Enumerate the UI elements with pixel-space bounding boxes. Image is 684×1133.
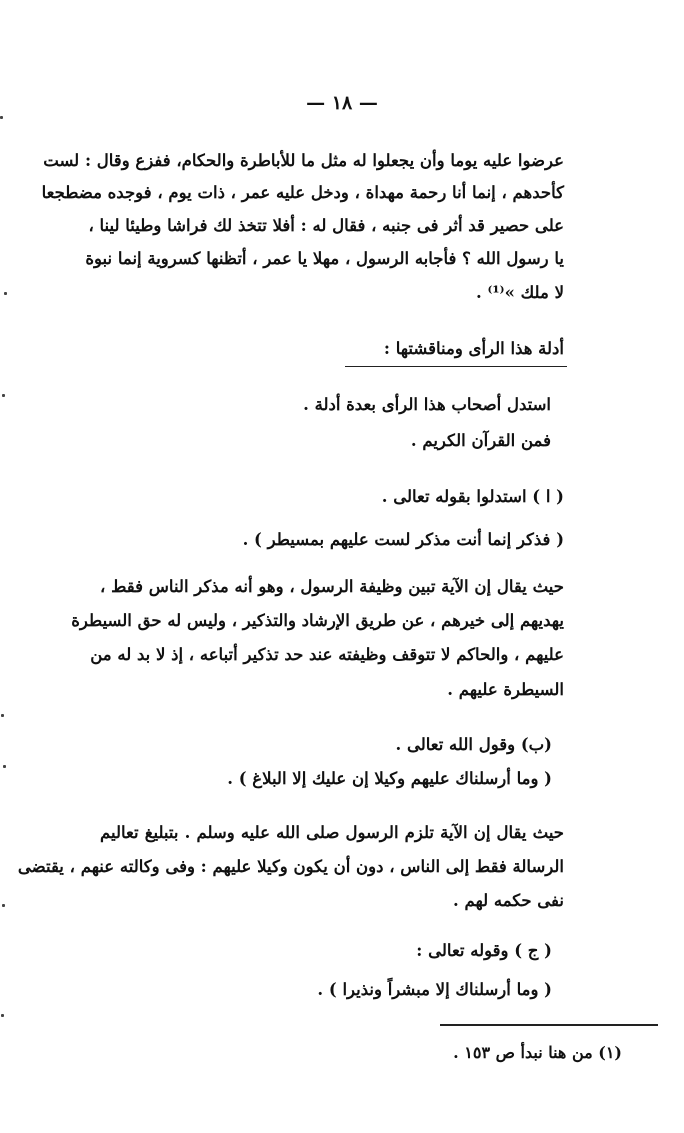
text-line: عرضوا عليه يوما وأن يجعلوا له مثل ما للأباطرة والحكام، ففزع وقال : لست — [43, 151, 564, 170]
scan-edge-mark — [2, 394, 5, 397]
footnote-separator — [440, 1024, 658, 1026]
text-line: ( ا ) استدلوا بقوله تعالى . — [381, 487, 564, 506]
text-line: حيث يقال إن الآية تلزم الرسول صلى الله عليه وسلم . بتبليغ تعاليم — [100, 823, 564, 842]
text-line: ( فذكر إنما أنت مذكر لست عليهم بمسيطر ) . — [242, 530, 564, 549]
text-line: ( وما أرسلناك إلا مبشراً ونذيرا ) . — [317, 980, 552, 999]
text-line: على حصير قد أثر فى جنبه ، فقال له : أفلا تتخذ لك فراشا وطيئا لينا ، — [88, 216, 564, 235]
text-line: السيطرة عليهم . — [447, 680, 564, 699]
scan-edge-mark — [1, 1014, 4, 1017]
text-line: يا رسول الله ؟ فأجابه الرسول ، مهلا يا عمر ، أتظنها كسروية إنما نبوة — [85, 249, 564, 268]
footnote: (١) من هنا نبدأ ص ١٥٣ . — [453, 1043, 622, 1062]
text-line: لا ملك »⁽¹⁾ . — [476, 283, 564, 302]
scan-edge-mark — [2, 904, 5, 907]
scan-edge-mark — [3, 765, 6, 768]
text-line: نفى حكمه لهم . — [453, 891, 564, 910]
page-number: — ١٨ — — [306, 92, 378, 114]
text-line: ( وما أرسلناك عليهم وكيلا إن عليك إلا البلاغ ) . — [227, 769, 552, 788]
text-line: استدل أصحاب هذا الرأى بعدة أدلة . — [303, 395, 551, 414]
scan-edge-mark — [4, 292, 7, 295]
text-line: ( ج ) وقوله تعالى : — [416, 941, 552, 960]
text-line: الرسالة فقط إلى الناس ، دون أن يكون وكيلا عليهم : وفى وكالته عنهم ، يقتضى — [17, 857, 564, 876]
section-heading: أدلة هذا الرأى ومناقشتها : — [383, 339, 564, 358]
scan-edge-mark — [1, 714, 4, 717]
text-line: يهديهم إلى خيرهم ، عن طريق الإرشاد والتذكير ، وليس له حق السيطرة — [71, 611, 564, 630]
text-line: فمن القرآن الكريم . — [410, 431, 551, 450]
text-line: كأحدهم ، إنما أنا رحمة مهداة ، ودخل عليه عمر ، ذات يوم ، فوجده مضطجعا — [41, 183, 564, 202]
text-line: حيث يقال إن الآية تبين وظيفة الرسول ، وهو أنه مذكر الناس فقط ، — [100, 577, 564, 596]
scan-edge-mark — [0, 116, 3, 119]
text-line: (ب) وقول الله تعالى . — [395, 735, 552, 754]
heading-underline — [345, 366, 567, 367]
text-line: عليهم ، والحاكم لا تتوقف وظيفته عند حد تذكير أتباعه ، إذ لا بد له من — [90, 645, 564, 664]
